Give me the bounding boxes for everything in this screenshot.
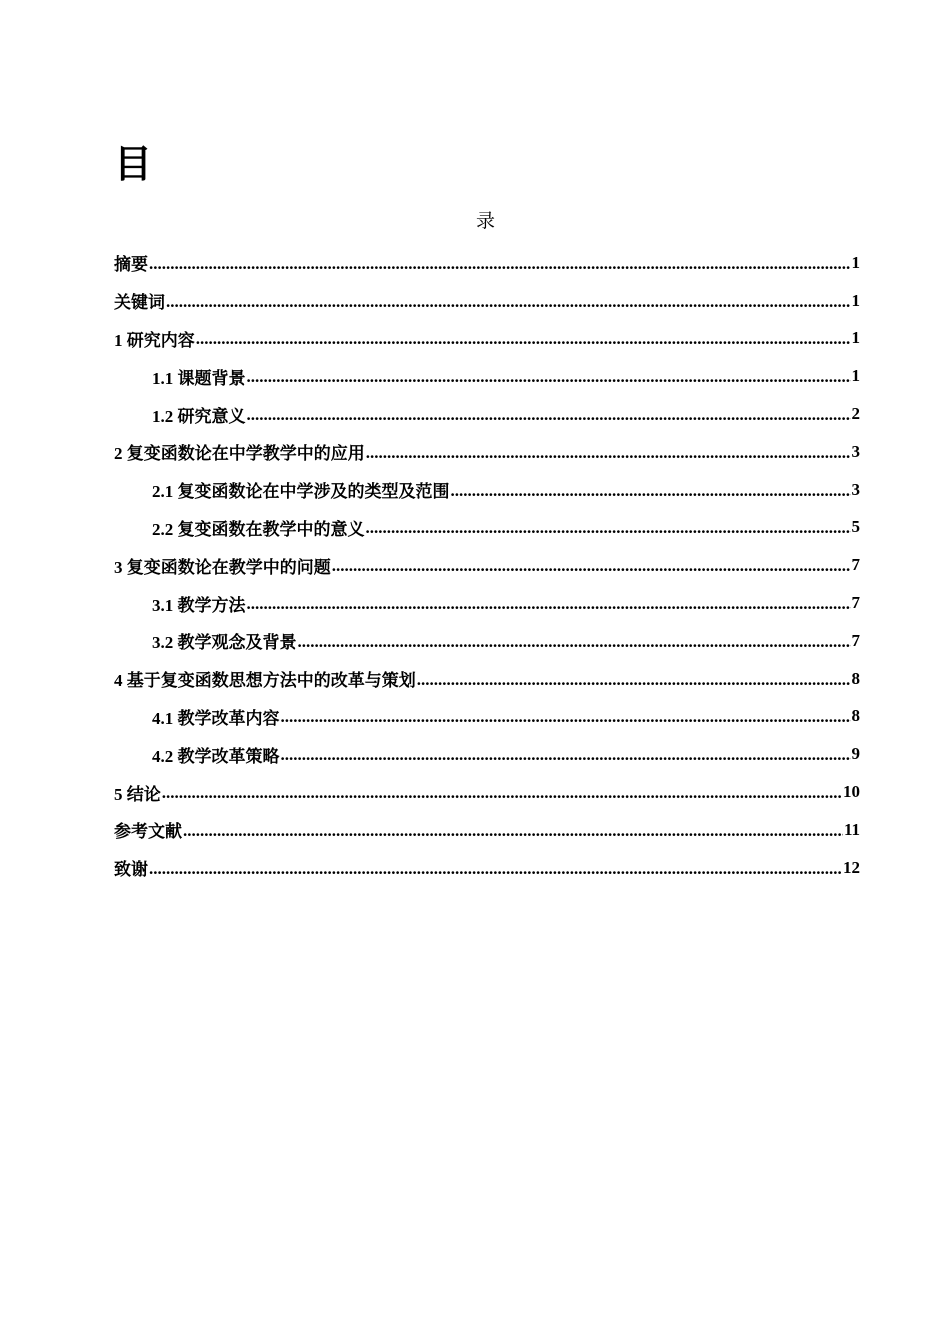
toc-entry-section-4-2[interactable] xyxy=(114,735,860,773)
toc-entry-label: 关键词 xyxy=(114,293,165,313)
toc-entry-label: 摘要 xyxy=(114,255,148,275)
toc-entry-page: 7 xyxy=(851,555,860,575)
toc-entry-page: 11 xyxy=(843,819,860,839)
dot-leader xyxy=(183,821,843,841)
toc-entry-label: 2.2 复变函数在教学中的意义 xyxy=(152,519,365,539)
toc-link[interactable] xyxy=(152,742,860,767)
toc-entry-section-3-1[interactable] xyxy=(114,584,860,622)
dot-leader xyxy=(247,405,851,425)
toc-title-second-char: 录 xyxy=(476,211,496,232)
dot-leader xyxy=(366,518,851,538)
toc-entry-section-2-1[interactable] xyxy=(114,471,860,509)
dot-leader xyxy=(298,632,851,652)
toc-entry-section-4[interactable] xyxy=(114,660,860,698)
toc-entry-page: 1 xyxy=(851,366,860,386)
toc-entry-acknowledgements[interactable] xyxy=(114,849,860,887)
toc-entry-page: 1 xyxy=(851,328,860,348)
toc-entry-section-1-1[interactable] xyxy=(114,357,860,395)
dot-leader xyxy=(166,292,851,312)
toc-entry-label: 1 研究内容 xyxy=(114,330,195,350)
toc-link[interactable] xyxy=(114,288,860,313)
toc-link[interactable] xyxy=(152,364,860,389)
toc-entry-page: 8 xyxy=(851,706,860,726)
toc-entry-section-2[interactable] xyxy=(114,433,860,471)
dot-leader xyxy=(417,670,851,690)
toc-link[interactable] xyxy=(114,780,860,805)
toc-link[interactable] xyxy=(152,515,860,540)
toc-entry-page: 3 xyxy=(851,479,860,499)
dot-leader xyxy=(149,254,851,274)
toc-entry-page: 5 xyxy=(851,517,860,537)
toc-entry-page: 1 xyxy=(851,290,860,310)
toc-entry-abstract[interactable] xyxy=(114,244,860,282)
dot-leader xyxy=(281,707,851,727)
toc-entry-label: 1.1 课题背景 xyxy=(152,368,246,388)
toc-entry-page: 10 xyxy=(843,782,860,802)
toc-entry-label: 4.1 教学改革内容 xyxy=(152,708,280,728)
toc-entry-label: 3.2 教学观念及背景 xyxy=(152,633,297,653)
toc-entry-keywords[interactable] xyxy=(114,282,860,320)
toc-entry-section-3-2[interactable] xyxy=(114,622,860,660)
table-of-contents xyxy=(114,244,860,887)
toc-link[interactable] xyxy=(114,439,860,464)
toc-entry-label: 2.1 复变函数论在中学涉及的类型及范围 xyxy=(152,482,450,502)
toc-entry-label: 1.2 研究意义 xyxy=(152,406,246,426)
toc-link[interactable] xyxy=(114,855,860,880)
dot-leader xyxy=(451,481,851,501)
toc-title-first-char: 目 xyxy=(114,142,153,186)
toc-entry-page: 8 xyxy=(851,668,860,688)
toc-entry-section-1-2[interactable] xyxy=(114,395,860,433)
toc-entry-label: 致谢 xyxy=(114,860,148,880)
toc-entry-label: 参考文献 xyxy=(114,822,182,842)
toc-entry-section-3[interactable] xyxy=(114,546,860,584)
toc-link[interactable] xyxy=(114,817,860,842)
toc-entry-section-5[interactable] xyxy=(114,773,860,811)
toc-entry-page: 12 xyxy=(843,857,860,877)
toc-entry-references[interactable] xyxy=(114,811,860,849)
toc-entry-label: 3.1 教学方法 xyxy=(152,595,246,615)
dot-leader xyxy=(281,745,851,765)
toc-link[interactable] xyxy=(152,704,860,729)
toc-link[interactable] xyxy=(152,591,860,616)
toc-entry-section-2-2[interactable] xyxy=(114,509,860,547)
dot-leader xyxy=(366,443,851,463)
toc-entry-label: 2 复变函数论在中学教学中的应用 xyxy=(114,444,365,464)
toc-entry-page: 3 xyxy=(851,441,860,461)
toc-entry-section-1[interactable] xyxy=(114,320,860,358)
dot-leader xyxy=(332,556,851,576)
toc-entry-label: 4 基于复变函数思想方法中的改革与策划 xyxy=(114,671,416,691)
toc-link[interactable] xyxy=(152,628,860,653)
toc-entry-label: 5 结论 xyxy=(114,784,161,804)
toc-link[interactable] xyxy=(114,666,860,691)
toc-entry-page: 2 xyxy=(851,404,860,424)
dot-leader xyxy=(162,783,842,803)
toc-link[interactable] xyxy=(114,250,860,275)
toc-link[interactable] xyxy=(152,477,860,502)
dot-leader xyxy=(196,329,851,349)
toc-entry-label: 3 复变函数论在教学中的问题 xyxy=(114,557,331,577)
toc-link[interactable] xyxy=(114,326,860,351)
dot-leader xyxy=(247,367,851,387)
toc-link[interactable] xyxy=(114,553,860,578)
toc-entry-page: 7 xyxy=(851,630,860,650)
dot-leader xyxy=(247,594,851,614)
dot-leader xyxy=(149,859,842,879)
toc-entry-page: 7 xyxy=(851,593,860,613)
toc-entry-page: 9 xyxy=(851,744,860,764)
toc-entry-page: 1 xyxy=(851,252,860,272)
toc-entry-section-4-1[interactable] xyxy=(114,698,860,736)
toc-link[interactable] xyxy=(152,402,860,427)
toc-entry-label: 4.2 教学改革策略 xyxy=(152,746,280,766)
